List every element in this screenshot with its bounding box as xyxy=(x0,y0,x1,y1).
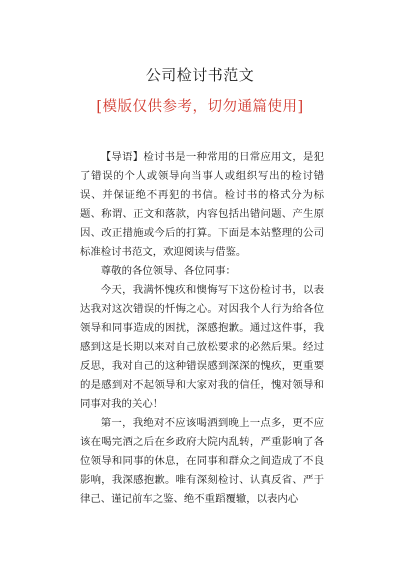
body-paragraph: 第一，我绝对不应该喝酒到晚上一点多，更不应该在喝完酒之后在乡政府大院内乱转，严重影响了各位领导和同事的休息，在同事和群众之间造成了不良影响，我深感抱歉。唯有深刻检讨、认真反省、严于律己、谨记前车之鉴、绝不重蹈覆辙，以表内心 xyxy=(80,417,324,505)
body-paragraph: 今天，我满怀愧疚和懊悔写下这份检讨书，以表达我对这次错误的忏悔之心。对因我个人行为给各位领导和同事造成的困扰，深感抱歉。通过这件事，我感到这是长期以来对自己放松要求的必然后果。经过反思，我对自己的这种错误感到深深的愧疚，更重要的是感到对不起领导和大家对我的信任，愧对领导和同事对我的关心！ xyxy=(80,284,324,410)
document-body xyxy=(80,148,324,509)
intro-paragraph: 【导语】检讨书是一种常用的日常应用文，是犯了错误的个人或领导向当事人或组织写出的检讨错误、并保证绝不再犯的书信。检讨书的格式分为标题、称谓、正文和落款，内容包括出错问题、产生原因、改正措施或今后的打算。下面是本站整理的公司标准检讨书范文，欢迎阅读与借鉴。 xyxy=(80,151,324,258)
document-title: 公司检讨书范文 xyxy=(145,66,255,84)
salutation: 尊敬的各位领导、各位同事： xyxy=(100,265,236,277)
document-subtitle: [模版仅供参考，切勿通篇使用] xyxy=(96,99,304,115)
